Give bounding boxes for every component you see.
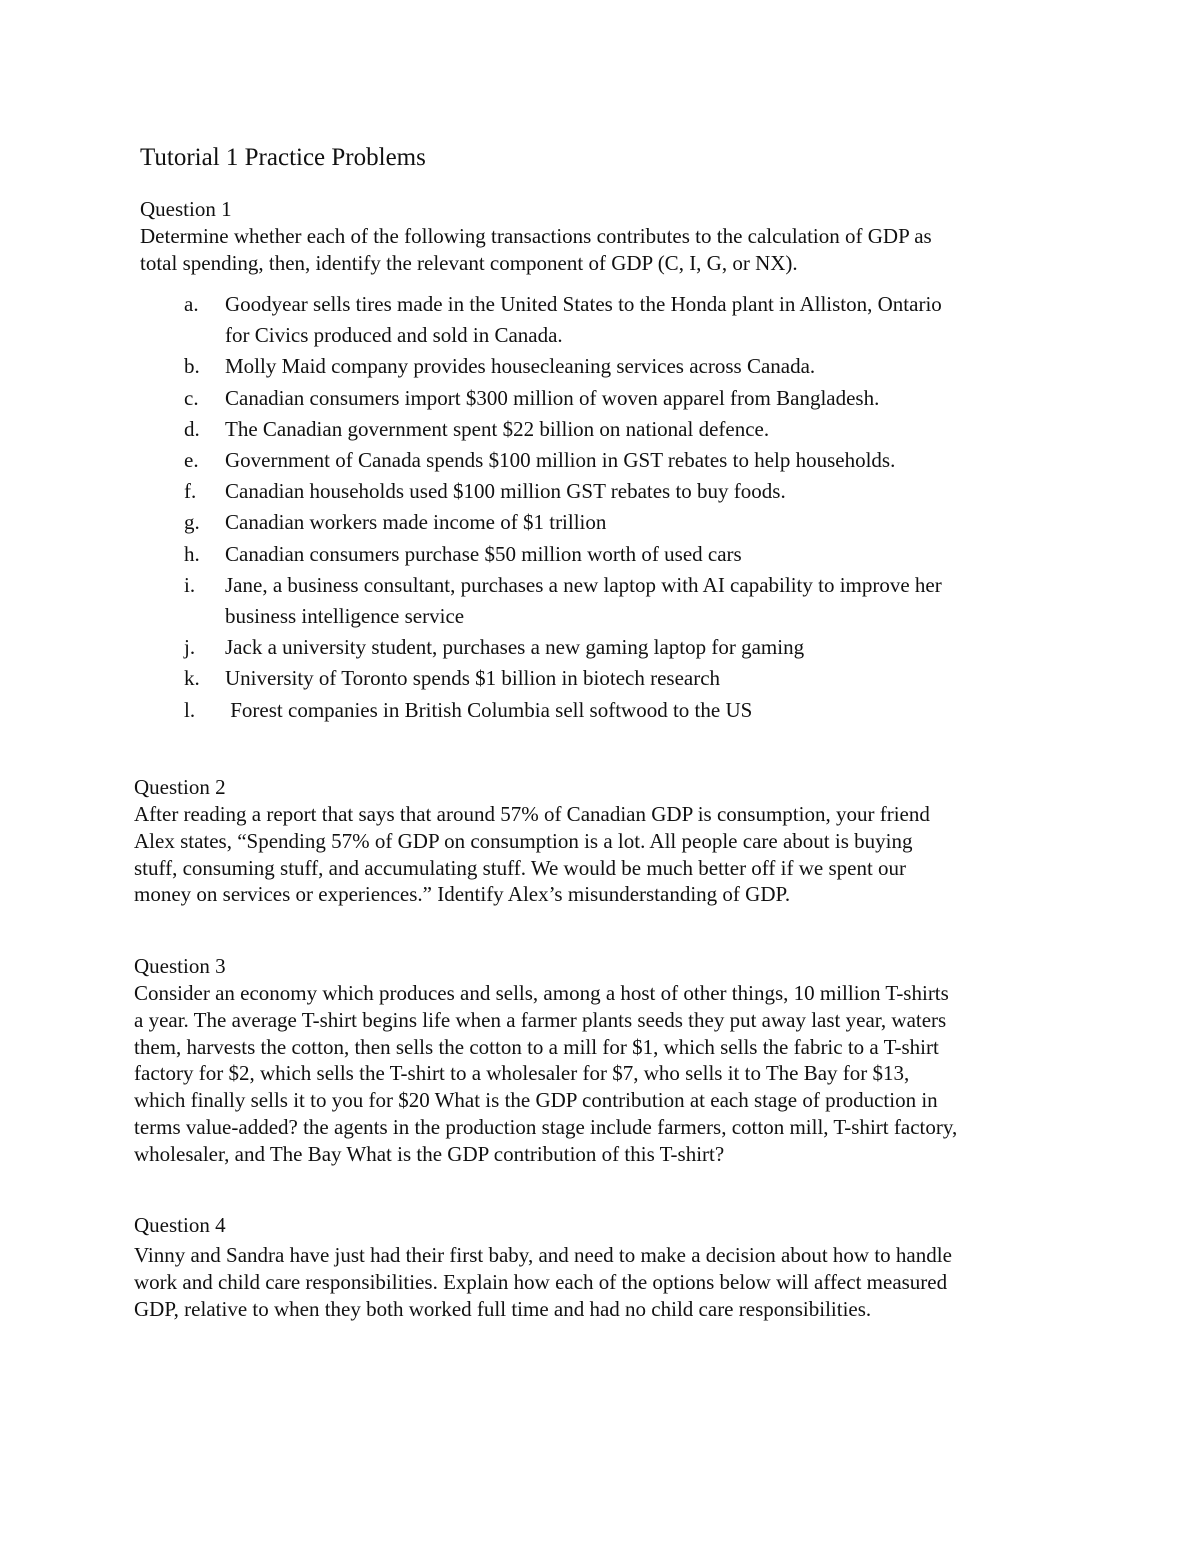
question-3-line: terms value-added? the agents in the production stage include farmers, cotton mill, T-shirt factory,	[134, 1114, 958, 1139]
list-item-marker: k.	[184, 666, 200, 691]
question-1-heading: Question 1	[140, 197, 232, 221]
list-item-marker: j.	[184, 635, 196, 660]
question-2-line: Alex states, “Spending 57% of GDP on consumption is a lot. All people care about is buying	[134, 828, 913, 853]
list-item	[184, 507, 942, 538]
list-item-text: Canadian workers made income of $1 trillion	[225, 510, 607, 535]
question-1-intro	[140, 223, 1080, 277]
question-4-line: work and child care responsibilities. Explain how each of the options below will affect measured	[134, 1269, 948, 1294]
list-item-marker: f.	[184, 479, 197, 504]
list-item-text: Canadian consumers purchase $50 million worth of used cars	[225, 541, 742, 566]
question-3-line: factory for $2, which sells the T-shirt to a wholesaler for $7, who sells it to The Bay for $13,	[134, 1061, 910, 1086]
question-2-line: stuff, consuming stuff, and accumulating stuff. We would be much better off if we spent our	[134, 855, 907, 880]
list-item-text: University of Toronto spends $1 billion in biotech research	[225, 666, 721, 691]
list-item-text: business intelligence service	[225, 604, 465, 629]
question-3-line: them, harvests the cotton, then sells the cotton to a mill for $1, which sells the fabric to a T-shirt	[134, 1034, 939, 1059]
list-item-marker: g.	[184, 510, 200, 535]
question-2-line: After reading a report that says that around 57% of Canadian GDP is consumption, your friend	[134, 802, 930, 826]
list-item-text: for Civics produced and sold in Canada.	[225, 323, 563, 348]
list-item-text: Goodyear sells tires made in the United States to the Honda plant in Alliston, Ontario	[225, 292, 942, 316]
list-item	[184, 351, 942, 382]
question-3-heading: Question 3	[134, 954, 226, 978]
list-item-marker: d.	[184, 416, 200, 441]
list-item	[184, 476, 942, 507]
question-1-intro-line: Determine whether each of the following transactions contributes to the calculation of GDP as	[140, 224, 932, 248]
question-4-line: Vinny and Sandra have just had their first baby, and need to make a decision about how to handle	[134, 1243, 952, 1267]
list-item-text: Canadian consumers import $300 million of woven apparel from Bangladesh.	[225, 385, 880, 410]
list-item-marker: e.	[184, 448, 199, 473]
list-item	[184, 570, 942, 632]
question-2-heading: Question 2	[134, 775, 226, 799]
list-item-marker: b.	[184, 354, 200, 379]
list-item-text: Government of Canada spends $100 million in GST rebates to help households.	[225, 448, 896, 473]
list-item	[184, 445, 942, 476]
list-item-marker: c.	[184, 385, 199, 410]
question-2-body	[134, 801, 1074, 908]
list-item-marker: i.	[184, 572, 196, 597]
list-item-marker: l.	[184, 697, 196, 722]
list-item	[184, 663, 942, 694]
question-3-line: wholesaler, and The Bay What is the GDP contribution of this T-shirt?	[134, 1141, 725, 1166]
list-item-marker: a.	[184, 292, 199, 316]
question-3-body	[134, 980, 1074, 1168]
list-item-text: Jane, a business consultant, purchases a new laptop with AI capability to improve her	[225, 572, 942, 597]
list-item	[184, 414, 942, 445]
question-4-body	[134, 1242, 1074, 1322]
question-3-line: which finally sells it to you for $20 What is the GDP contribution at each stage of production in	[134, 1088, 938, 1113]
list-item-text: Canadian households used $100 million GST rebates to buy foods.	[225, 479, 786, 504]
document-title: Tutorial 1 Practice Problems	[140, 144, 426, 171]
list-item	[184, 695, 942, 726]
list-item	[184, 383, 942, 414]
list-item-text: Forest companies in British Columbia sell softwood to the US	[225, 697, 753, 722]
question-3-line: Consider an economy which produces and sells, among a host of other things, 10 million T-shirts	[134, 981, 949, 1005]
question-2-line: money on services or experiences.” Identify Alex’s misunderstanding of GDP.	[134, 882, 791, 907]
question-4-line: GDP, relative to when they both worked full time and had no child care responsibilities.	[134, 1296, 872, 1321]
list-item-text: The Canadian government spent $22 billion on national defence.	[225, 416, 770, 441]
list-item	[184, 632, 942, 663]
question-4-heading: Question 4	[134, 1213, 226, 1237]
list-item-text: Jack a university student, purchases a new gaming laptop for gaming	[225, 635, 805, 660]
list-item-text: Molly Maid company provides housecleaning services across Canada.	[225, 354, 816, 379]
list-item	[184, 289, 942, 351]
list-item	[184, 539, 942, 570]
question-3-line: a year. The average T-shirt begins life when a farmer plants seeds they put away last year, waters	[134, 1007, 947, 1032]
question-1-transaction-list	[184, 289, 942, 726]
list-item-marker: h.	[184, 541, 200, 566]
question-1-intro-line: total spending, then, identify the relevant component of GDP (C, I, G, or NX).	[140, 250, 798, 275]
